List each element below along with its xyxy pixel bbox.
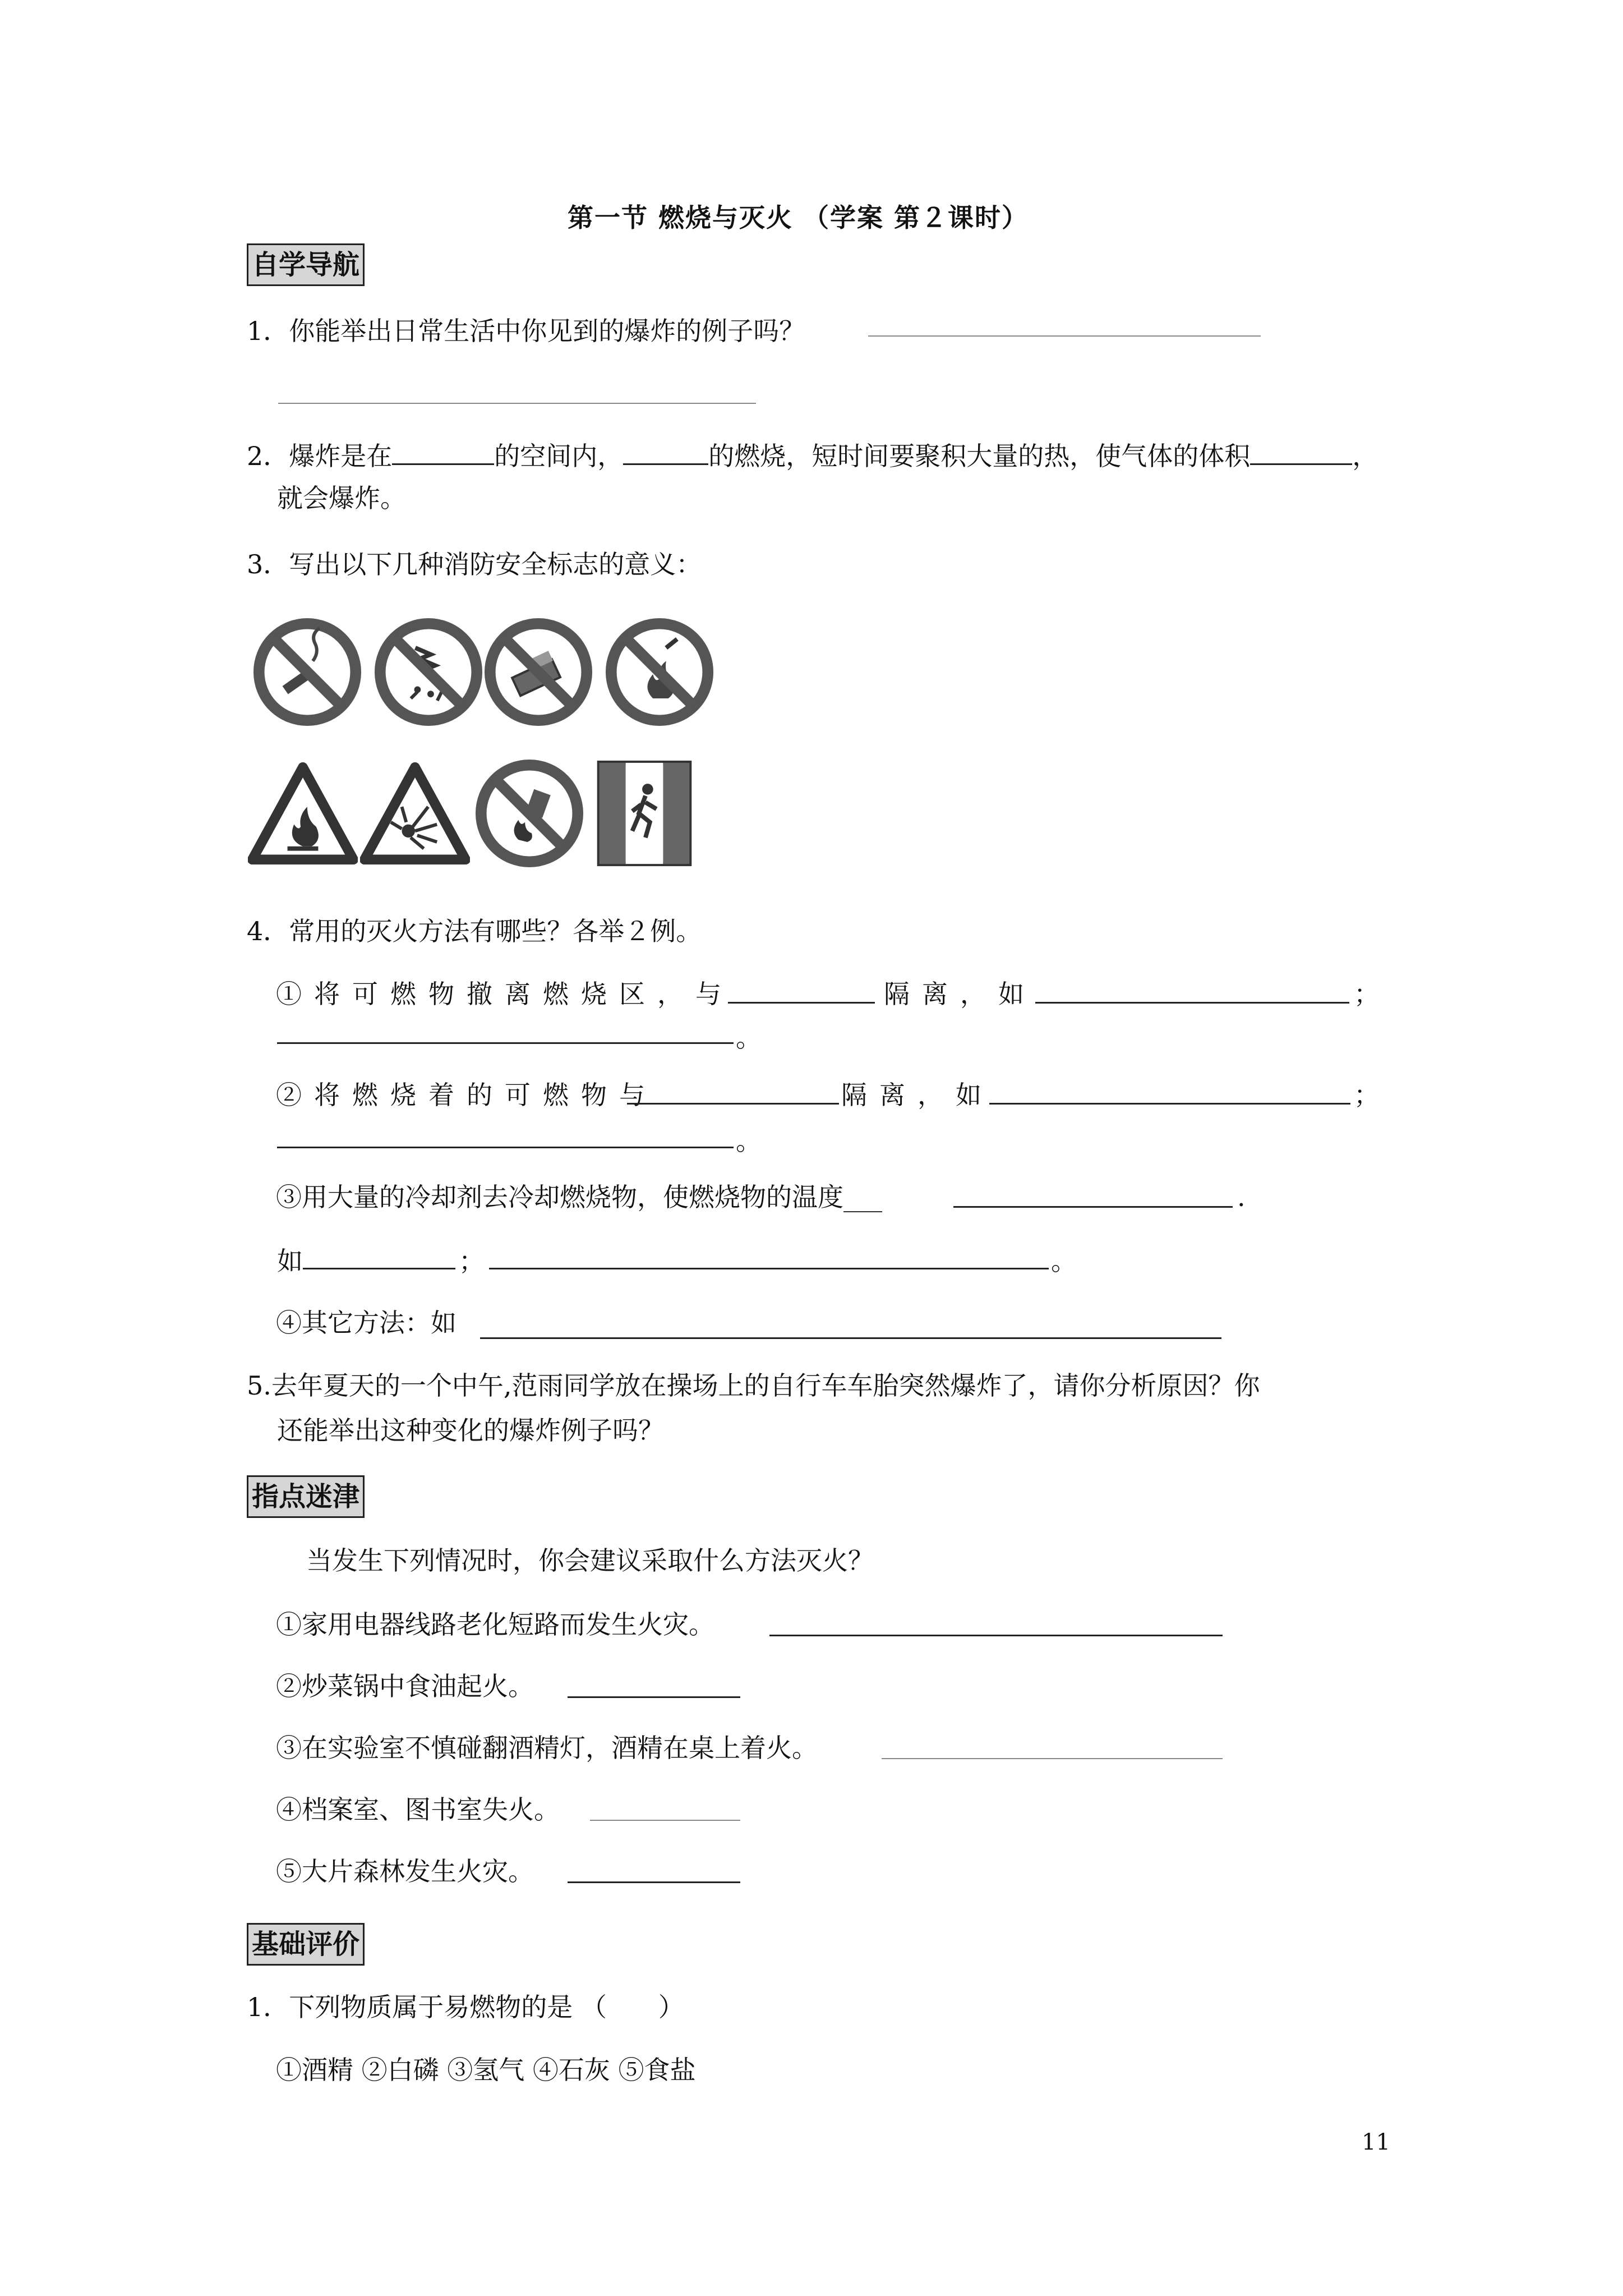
no-smoking-sign-icon xyxy=(252,617,362,727)
section-heading-guide: 指点迷津 xyxy=(247,1475,365,1518)
question-3: 3．写出以下几种消防安全标志的意义： xyxy=(247,549,702,579)
answer-line[interactable] xyxy=(953,1206,1233,1208)
answer-line[interactable] xyxy=(868,335,1261,337)
section-heading-basic: 基础评价 xyxy=(247,1923,365,1966)
basic-question-1-options: ①酒精 ②白磷 ③氢气 ④石灰 ⑤食盐 xyxy=(276,2055,696,2085)
answer-line[interactable] xyxy=(1035,1002,1349,1004)
answer-line[interactable] xyxy=(568,1881,740,1883)
guide-item-1: ①家用电器线路老化短路而发生火灾。 xyxy=(276,1609,714,1640)
method-2: ②将燃烧着的可燃物与 xyxy=(276,1080,657,1110)
explosive-warning-icon xyxy=(360,758,470,868)
guide-item-4: ④档案室、图书室失火。 xyxy=(276,1795,560,1825)
answer-line[interactable] xyxy=(882,1758,1223,1759)
semicolon: ； xyxy=(459,1246,485,1276)
method-2b: 隔离，如 xyxy=(841,1080,994,1110)
page-title: 第一节 燃烧与灭火 （学案 第２课时） xyxy=(568,203,1029,233)
method-3-example: 如 xyxy=(277,1246,303,1276)
basic-question-1: 1．下列物质属于易燃物的是 （ ） xyxy=(247,1992,684,2022)
guide-item-5: ⑤大片森林发生火灾。 xyxy=(276,1856,534,1887)
method-3: ③用大量的冷却剂去冷却燃烧物，使燃烧物的温度___ xyxy=(276,1182,882,1212)
answer-line[interactable] xyxy=(278,403,756,404)
question-4: 4．常用的灭火方法有哪些？各举２例。 xyxy=(247,916,702,946)
no-open-flame-sign-icon xyxy=(605,617,714,727)
period: 。 xyxy=(736,1023,762,1053)
no-matches-sign-icon xyxy=(483,617,593,727)
guide-item-3: ③在实验室不慎碰翻酒精灯，酒精在桌上着火。 xyxy=(276,1733,818,1763)
answer-line[interactable] xyxy=(568,1696,740,1698)
question-2-cont: 就会爆炸。 xyxy=(277,483,406,513)
answer-line[interactable] xyxy=(480,1337,1221,1339)
answer-line[interactable] xyxy=(728,1002,875,1004)
answer-line[interactable] xyxy=(627,1103,839,1105)
answer-line[interactable] xyxy=(590,1820,740,1821)
no-fireworks-sign-icon xyxy=(374,617,483,727)
method-4: ④其它方法：如 xyxy=(276,1308,457,1338)
semicolon: ； xyxy=(1354,1080,1380,1110)
question-5-cont: 还能举出这种变化的爆炸例子吗？ xyxy=(277,1415,664,1446)
question-5: 5.去年夏天的一个中午,范雨同学放在操场上的自行车车胎突然爆炸了，请你分析原因？你 xyxy=(247,1370,1260,1401)
method-1: ①将可燃物撤离燃烧区，与 xyxy=(276,979,734,1009)
period: 。 xyxy=(736,1126,762,1156)
period: 。 xyxy=(1051,1246,1077,1276)
method-1b: 隔离，如 xyxy=(884,979,1036,1009)
semicolon: ； xyxy=(1354,979,1380,1009)
page-number: 11 xyxy=(1362,2129,1390,2155)
answer-line[interactable] xyxy=(277,1042,734,1044)
section-heading-self-study: 自学导航 xyxy=(247,243,365,286)
answer-line[interactable] xyxy=(303,1268,455,1269)
question-2: 2．爆炸是在 的空间内， 的燃烧，短时间要聚积大量的热，使气体的体积 ， xyxy=(247,439,1378,473)
flammable-warning-icon xyxy=(248,758,358,868)
question-1: 1．你能举出日常生活中你见到的爆炸的例子吗？ xyxy=(247,316,805,346)
period-dot: . xyxy=(1237,1182,1246,1212)
answer-line[interactable] xyxy=(989,1103,1350,1105)
emergency-exit-icon xyxy=(594,758,694,868)
no-flammables-sign-icon xyxy=(474,758,584,868)
guide-item-2: ②炒菜锅中食油起火。 xyxy=(276,1671,534,1701)
answer-line[interactable] xyxy=(769,1635,1223,1636)
answer-line[interactable] xyxy=(277,1147,734,1148)
answer-line[interactable] xyxy=(489,1268,1049,1269)
guide-intro: 当发生下列情况时，你会建议采取什么方法灭火？ xyxy=(306,1545,874,1576)
